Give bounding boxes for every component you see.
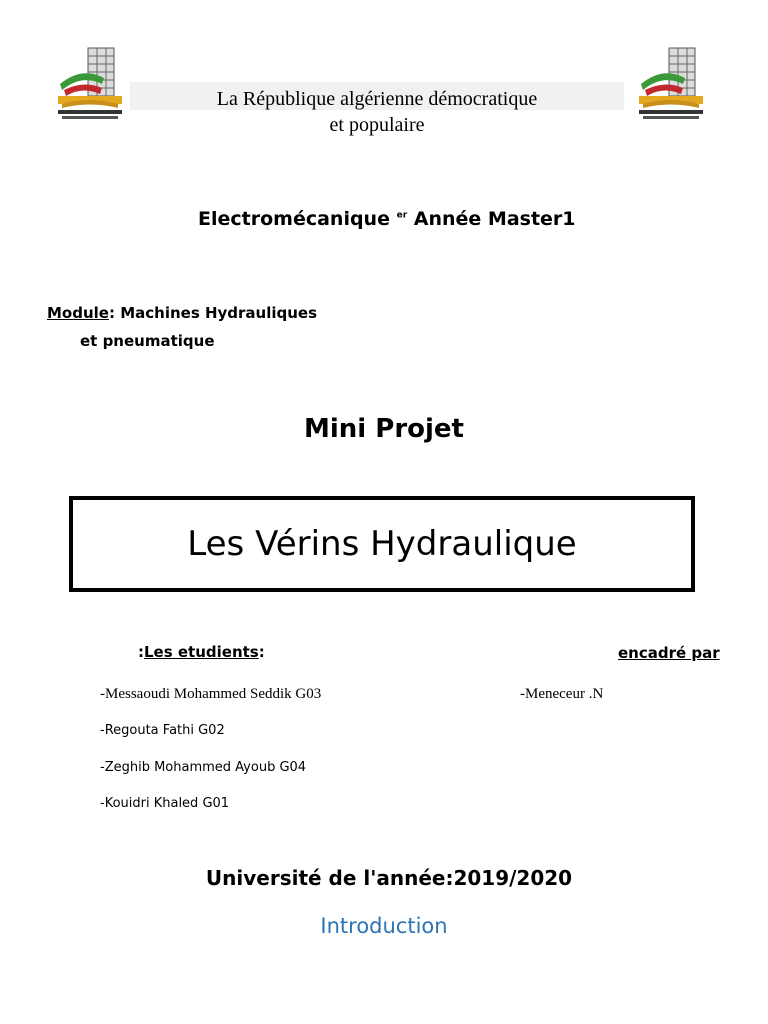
level-line <box>198 208 576 230</box>
module-line <box>47 304 317 322</box>
module-colon: : <box>108 304 115 322</box>
students-label-line <box>138 643 265 661</box>
module-label: Module <box>47 304 109 322</box>
ordinal-suffix: er <box>396 210 408 221</box>
introduction-heading: Introduction <box>320 914 448 938</box>
students-label: Les etudients <box>144 643 259 661</box>
title-box <box>69 496 695 592</box>
students-prefix: : <box>138 643 144 661</box>
student-name: -Regouta Fathi G02 <box>100 723 225 738</box>
supervisor-name: -Meneceur .N <box>520 686 604 702</box>
field-name: Electromécanique <box>198 208 390 230</box>
year-label: Année Master1 <box>413 208 576 230</box>
republic-line-2: et populaire <box>329 114 425 136</box>
student-name: -Kouidri Khaled G01 <box>100 796 230 811</box>
module-name-line-2: et pneumatique <box>80 332 215 350</box>
republic-line-1: La République algérienne démocratique <box>216 88 538 110</box>
university-logo-left <box>52 44 128 126</box>
project-title: Les Vérins Hydraulique <box>187 524 577 564</box>
students-suffix: : <box>258 643 265 661</box>
university-logo-right <box>633 44 709 126</box>
university-year: Université de l'année:2019/2020 <box>205 866 573 890</box>
mini-projet-heading: Mini Projet <box>304 414 464 444</box>
supervisor-label <box>618 644 720 662</box>
student-name: -Zeghib Mohammed Ayoub G04 <box>100 760 307 775</box>
supervisor-label-text: encadré par <box>618 644 720 662</box>
student-name: -Messaoudi Mohammed Seddik G03 <box>100 686 322 702</box>
module-name: Machines Hydrauliques <box>120 304 318 322</box>
